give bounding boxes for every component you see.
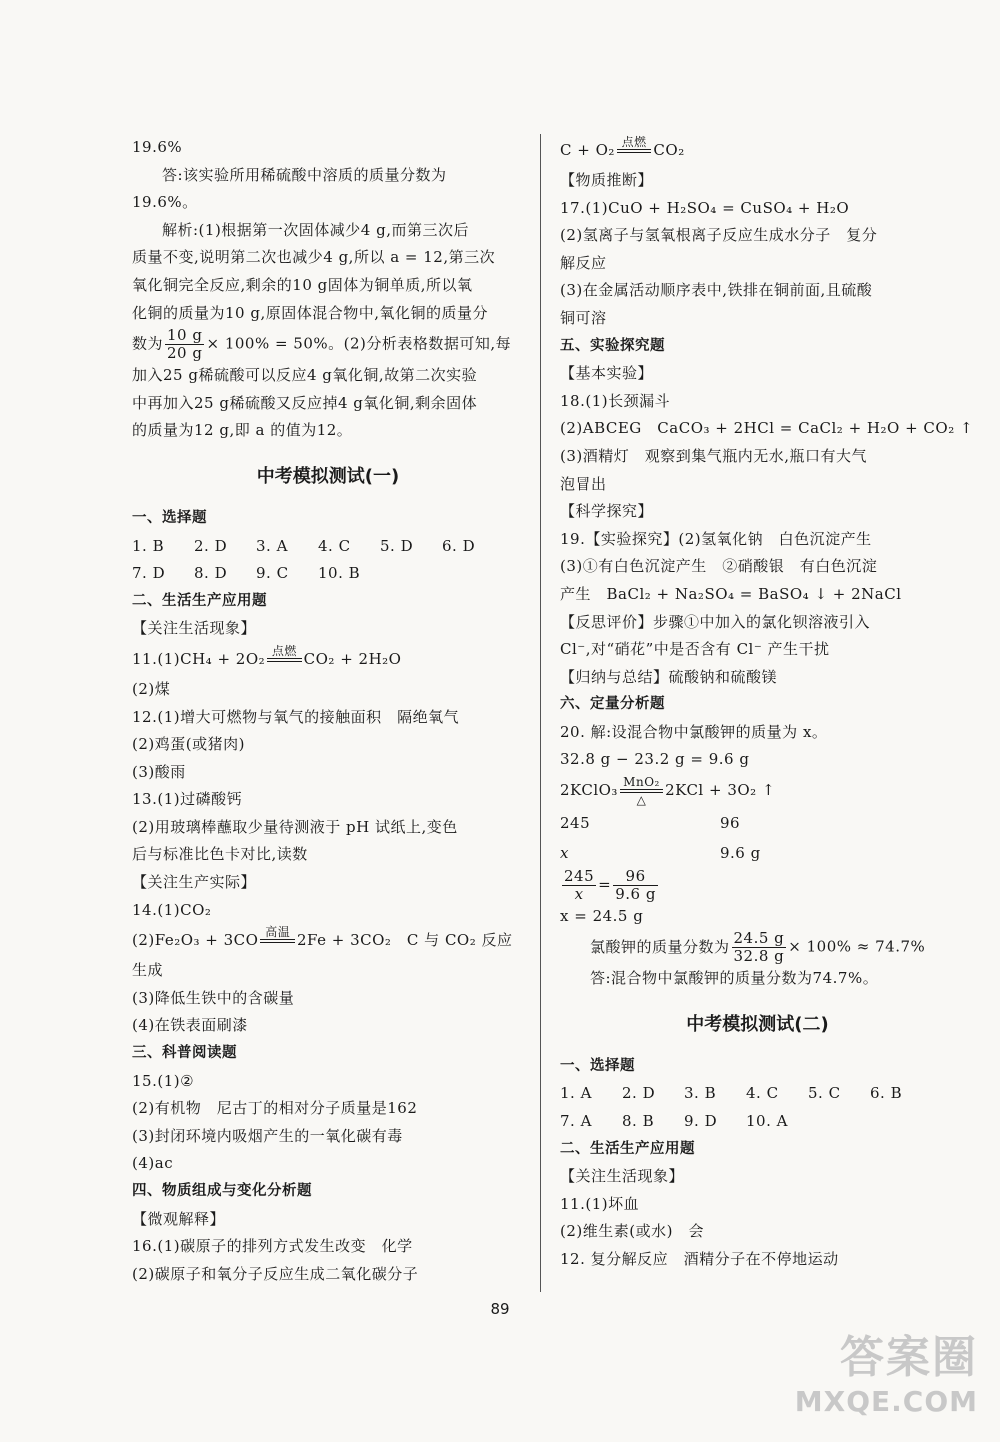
fraction xyxy=(732,930,787,965)
section-heading: 中考模拟测试(二) xyxy=(686,1013,829,1035)
answer-item: 10. B xyxy=(318,564,361,583)
text-part: CO₂ xyxy=(653,141,685,159)
text-line: 13.(1)过磷酸钙 xyxy=(132,790,243,809)
ratio-right: 9.6 g xyxy=(720,844,761,863)
subsection-title: 二、生活生产应用题 xyxy=(560,1140,695,1157)
text-part: 氯酸钾的质量分数为 xyxy=(590,937,730,956)
text-line: (2)碳原子和氧分子反应生成二氧化碳分子 xyxy=(132,1264,419,1283)
ratio-left: 245 xyxy=(560,814,591,833)
text-line: (3)酸雨 xyxy=(132,762,186,781)
section-heading: 中考模拟测试(一) xyxy=(256,465,400,487)
text-line: (4)ac xyxy=(132,1154,174,1173)
text-line: 产生 BaCl₂ + Na₂SO₄ = BaSO₄ ↓ + 2NaCl xyxy=(560,584,902,603)
equation-line xyxy=(132,643,524,676)
fraction xyxy=(165,327,204,362)
answer-item: 9. C xyxy=(256,564,289,583)
answer-row xyxy=(560,1108,955,1136)
text-line: 11.(1)坏血 xyxy=(560,1194,640,1213)
text-line: 19.6%。 xyxy=(132,193,198,212)
denominator: 32.8 g xyxy=(733,947,785,966)
text-line: (3)降低生铁中的含碳量 xyxy=(132,988,295,1007)
equals: = xyxy=(598,875,612,894)
text-line: 答:混合物中氯酸钾的质量分数为74.7%。 xyxy=(590,969,879,988)
numerator: 24.5 g xyxy=(733,929,785,948)
page-number: 89 xyxy=(490,1300,510,1318)
ratio-left: x xyxy=(560,844,569,863)
tag-line: 【关注生活现象】 xyxy=(560,1167,685,1186)
column-divider xyxy=(540,134,541,1292)
ratio-line xyxy=(560,807,955,840)
tag-line: 【关注生产实际】 xyxy=(132,873,257,892)
text-line: (2)维生素(或水) 会 xyxy=(560,1222,704,1241)
answer-item: 10. A xyxy=(746,1112,788,1131)
subsection-title: 四、物质组成与变化分析题 xyxy=(132,1183,312,1199)
answer-item: 1. A xyxy=(560,1084,592,1103)
answer-item: 4. C xyxy=(746,1084,779,1103)
text-line: (2)煤 xyxy=(132,679,171,698)
text-line: 答:该实验所用稀硫酸中溶质的质量分数为 xyxy=(162,165,447,184)
text-line: 化铜的质量为10 g,原固体混合物中,氧化铜的质量分 xyxy=(132,303,488,322)
text-line: 泡冒出 xyxy=(560,474,607,493)
fraction xyxy=(562,868,596,903)
answer-item: 7. A xyxy=(560,1112,592,1131)
text-part: CO₂ + 2H₂O xyxy=(303,649,402,668)
text-part: (2)Fe₂O₃ + 3CO xyxy=(132,931,259,950)
text-line: 氧化铜完全反应,剩余的10 g固体为铜单质,所以氧 xyxy=(132,275,473,294)
text-line: (2)有机物 尼古丁的相对分子质量是162 xyxy=(132,1099,418,1118)
equation-line xyxy=(560,774,955,807)
denominator: x xyxy=(574,884,584,903)
tag-line: 【关注生活现象】 xyxy=(132,619,257,638)
text-line: 生成 xyxy=(132,961,164,980)
numerator: 245 xyxy=(564,866,595,885)
answer-item: 3. A xyxy=(256,536,288,555)
text-line: 20. 解:设混合物中氯酸钾的质量为 x。 xyxy=(560,722,828,741)
subsection-title: 二、生活生产应用题 xyxy=(132,592,267,609)
text-line: (2)用玻璃棒蘸取少量待测液于 pH 试纸上,变色 xyxy=(132,817,458,836)
subsection-title: 一、选择题 xyxy=(132,509,207,526)
text-line: (2)ABCEG CaCO₃ + 2HCl = CaCl₂ + H₂O + CO₂ ↑ xyxy=(560,419,974,438)
denominator: 20 g xyxy=(167,344,203,363)
reaction-condition xyxy=(267,644,302,676)
answer-item: 2. D xyxy=(194,536,228,555)
text-line: (4)在铁表面刷漆 xyxy=(132,1016,248,1035)
answer-item: 5. D xyxy=(380,536,414,555)
reaction-condition xyxy=(260,925,295,957)
reaction-condition xyxy=(620,775,663,807)
text-line: 16.(1)碳原子的排列方式发生改变 化学 xyxy=(132,1237,413,1256)
text-line: 18.(1)长颈漏斗 xyxy=(560,391,671,410)
text-part: 数为 xyxy=(132,334,164,353)
reaction-condition xyxy=(617,135,652,167)
text-line: 加入25 g稀硫酸可以反应4 g氧化铜,故第二次实验 xyxy=(132,366,478,385)
text-line: Cl⁻,对“硝花”中是否含有 Cl⁻ 产生干扰 xyxy=(560,640,830,659)
text-line: (2)氢离子与氢氧根离子反应生成水分子 复分 xyxy=(560,226,878,245)
text-line: 的质量为12 g,即 a 的值为12。 xyxy=(132,421,353,440)
text-line: (3)封闭环境内吸烟产生的一氧化碳有毒 xyxy=(132,1126,403,1145)
heat-symbol: △ xyxy=(636,793,647,808)
text-line: 铜可溶 xyxy=(560,308,607,327)
watermark-url: MXQE.COM xyxy=(794,1385,978,1418)
answer-item: 9. D xyxy=(684,1112,718,1131)
left-column xyxy=(132,134,524,1288)
text-line: 12. 复分解反应 酒精分子在不停地运动 xyxy=(560,1250,839,1268)
fraction-line xyxy=(132,327,524,362)
fraction xyxy=(613,868,658,903)
text-part: C + O₂ xyxy=(560,141,615,159)
answer-row xyxy=(132,560,524,588)
text-part: × 100% = 50%。(2)分析表格数据可知,每 xyxy=(206,334,512,353)
answer-item: 8. D xyxy=(194,564,228,583)
denominator: 9.6 g xyxy=(615,884,656,903)
text-part: 11.(1)CH₄ + 2O₂ xyxy=(132,649,266,668)
text-line: 32.8 g − 23.2 g = 9.6 g xyxy=(560,750,750,769)
text-line: 后与标准比色卡对比,读数 xyxy=(132,845,308,864)
condition-label: 点燃 xyxy=(621,135,647,149)
text-line: (3)酒精灯 观察到集气瓶内无水,瓶口有大气 xyxy=(560,446,868,465)
answer-item: 6. D xyxy=(442,536,476,555)
text-part: 2KCl + 3O₂ ↑ xyxy=(665,781,776,800)
answer-row xyxy=(560,1080,955,1108)
equation-line xyxy=(560,134,955,167)
answer-item: 4. C xyxy=(318,536,351,555)
tag-line: 【微观解释】 xyxy=(132,1209,226,1228)
condition-label: 高温 xyxy=(265,925,291,940)
subsection-title: 一、选择题 xyxy=(560,1057,635,1074)
answer-item: 6. B xyxy=(870,1084,903,1103)
watermark-logo xyxy=(795,1321,978,1418)
tag-line: 【科学探究】 xyxy=(560,502,654,521)
answer-item: 1. B xyxy=(132,536,165,555)
equation-line xyxy=(132,924,524,957)
answer-item: 5. C xyxy=(808,1084,841,1103)
text-line: (3)①有白色沉淀产生 ②硝酸银 有白色沉淀 xyxy=(560,557,878,576)
tag-line: 【物质推断】 xyxy=(560,171,654,189)
fraction-line xyxy=(560,930,955,965)
text-line: 【归纳与总结】硫酸钠和硫酸镁 xyxy=(560,667,778,686)
numerator: 96 xyxy=(613,868,658,886)
answer-item: 7. D xyxy=(132,564,166,583)
text-line: (2)鸡蛋(或猪肉) xyxy=(132,735,245,754)
text-line: 14.(1)CO₂ xyxy=(132,900,212,919)
text-line: 19.【实验探究】(2)氢氧化钠 白色沉淀产生 xyxy=(560,529,872,548)
text-line: 12.(1)增大可燃物与氧气的接触面积 隔绝氧气 xyxy=(132,707,460,726)
answer-item: 3. B xyxy=(684,1084,717,1103)
text-part: 2KClO₃ xyxy=(560,781,618,800)
tag-line: 【基本实验】 xyxy=(560,364,654,383)
text-line: 解析:(1)根据第一次固体减少4 g,而第三次后 xyxy=(162,220,469,239)
text-line: x = 24.5 g xyxy=(560,906,644,925)
text-part: × 100% ≈ 74.7% xyxy=(788,937,926,956)
text-line: 质量不变,说明第二次也减少4 g,所以 a = 12,第三次 xyxy=(132,248,496,267)
proportion-line xyxy=(560,868,955,903)
text-part: 2Fe + 3CO₂ C 与 CO₂ 反应 xyxy=(296,931,513,950)
ratio-line xyxy=(560,840,955,868)
condition-label: 点燃 xyxy=(271,643,297,658)
text-line: 19.6% xyxy=(132,138,183,156)
text-line: 17.(1)CuO + H₂SO₄ = CuSO₄ + H₂O xyxy=(560,198,850,217)
answer-row xyxy=(132,533,524,561)
numerator: 10 g xyxy=(167,326,203,345)
condition-label: MnO₂ xyxy=(623,775,660,790)
watermark-text: 答案圈 xyxy=(840,1332,978,1383)
right-column xyxy=(560,134,974,1274)
subsection-title: 六、定量分析题 xyxy=(560,696,665,713)
text-line: 中再加入25 g稀硫酸又反应掉4 g氧化铜,剩余固体 xyxy=(132,393,478,412)
subsection-title: 三、科普阅读题 xyxy=(132,1045,237,1062)
text-line: 【反思评价】步骤①中加入的氯化钡溶液引入 xyxy=(560,612,871,631)
text-line: 解反应 xyxy=(560,253,607,272)
text-line: 15.(1)② xyxy=(132,1071,195,1090)
subsection-title: 五、实验探究题 xyxy=(560,337,665,354)
ratio-right: 96 xyxy=(720,814,741,833)
answer-item: 2. D xyxy=(622,1084,656,1103)
answer-item: 8. B xyxy=(622,1112,655,1131)
text-line: (3)在金属活动顺序表中,铁排在铜前面,且硫酸 xyxy=(560,281,873,300)
